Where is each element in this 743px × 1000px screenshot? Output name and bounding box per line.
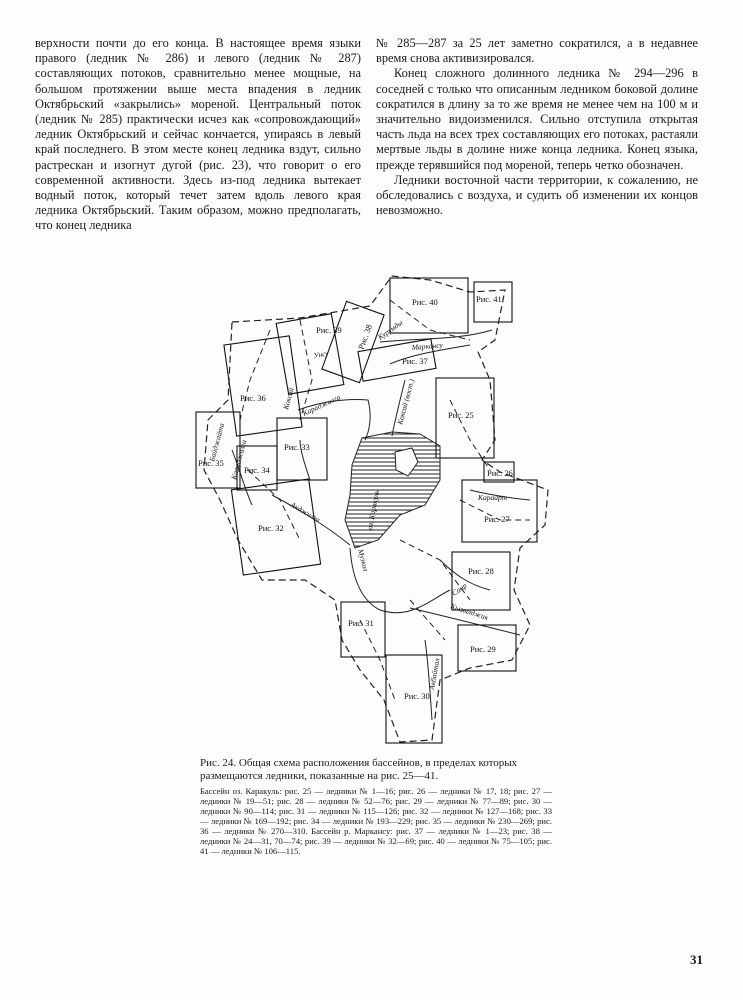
box-label-r27: Рис. 27 (484, 514, 510, 524)
river-label-karadzhilga: Караджилга (301, 392, 342, 418)
box-label-r38: Рис. 38 (355, 322, 375, 351)
page-number: 31 (690, 952, 703, 967)
river-label-koksai: Коксай (281, 386, 296, 411)
box-label-r41: Рис. 41 (476, 294, 502, 304)
box-label-r35: Рис. 35 (198, 458, 224, 468)
right-paragraph-1: № 285—287 за 25 лет заметно сократился, а в недавнее время снова активизировался. (376, 36, 698, 66)
box-label-r29: Рис. 29 (470, 644, 496, 654)
right-paragraph-3: Ледники восточной части территории, к сожалению, не обследовались с воздуха, и судить об изменении их концов невозможно. (376, 172, 698, 218)
river-label-akdzhilga: Акджилга (289, 499, 322, 525)
river-label-unsu: Унсу (312, 348, 330, 360)
river-label-muzkol: Музкол (356, 548, 371, 573)
lake-karakul (345, 432, 440, 548)
figure-caption (200, 757, 552, 856)
river-label-karadzhilga-2: Караджилга (229, 438, 249, 481)
river-label-koksai-vost: Коксай (вост.) (395, 377, 417, 426)
box-label-r28: Рис. 28 (468, 566, 494, 576)
caption-title: Рис. 24. Общая схема расположения бассейнов, в пределах которых размещаются ледники, показанные на рис. 25—41. (200, 757, 518, 782)
box-label-r37: Рис. 37 (402, 356, 428, 366)
river-label-kurumdy: Курумды (375, 318, 405, 342)
box-label-r25: Рис. 25 (448, 410, 474, 420)
box-label-r40: Рис. 40 (412, 297, 438, 307)
box-label-r36: Рис. 36 (240, 393, 266, 403)
box-label-r34: Рис. 34 (244, 465, 270, 475)
river-label-markansu: Маркансу (411, 340, 444, 352)
box-label-r39: Рис. 39 (316, 325, 342, 335)
box-label-r30: Рис. 30 (404, 691, 430, 701)
basin-scheme-figure (170, 265, 590, 755)
left-paragraph-1: верхности почти до его конца. В настоящее время языки правого (ледник № 286) и левого (ледник № 287) составляющих потоков, сравнительно менее мощные, на большом протяжении выше места впадения в ледник Октябрьский «закрылись» мореной. Центральный поток (ледник № 285) практически исчез как «сопровождающий» ледник Октябрьский и сейчас кончается, упираясь в левый край последнего. В этом месте конец ледника вздут, сильно растрескан и изогнут дугой (рис. 23), что говорит о его современной активности. Здесь из-под ледника вытекает водный поток, который течет затем вдоль левого края ледника Октябрьский. Таким образом, можно предполагать, что конец ледника (35, 36, 361, 233)
caption-legend: Бассейн оз. Каракуль: рис. 25 — ледники № 1—16; рис. 26 — ледники № 17, 18; рис. 27 — ледники № 19—51; рис. 28 — ледники № 52—76; рис. 29 — ледники № 77—89; рис. 30 — ледники № 90—114; рис. 31 — ледники № 115—126; рис. 32 — ледники № 127—168; рис. 33 — ледники № 169—192; рис. 34 — ледники № 193—229; рис. 35 — ледники № 230—269; рис. 36 — ледники № 270—310. Бассейн р. Маркансу: рис. 37 — ледники № 1—23; рис. 38 — ледники № 24—31, 70—74; рис. 39 — ледники № 32—69; рис. 40 — ледники № 75—105; рис. 41 — ледники № 106—115. (200, 786, 552, 856)
box-label-r33: Рис. 33 (284, 442, 310, 452)
river-label-saor: Саор (449, 580, 469, 598)
river-label-karaart: Караарт (478, 493, 508, 502)
right-text-column (376, 36, 698, 218)
river-label-kyzyldzhik: Кызылджик (449, 601, 490, 623)
left-text-column (35, 36, 361, 234)
right-paragraph-2: Конец сложного долинного ледника № 294—296 в соседней с только что описанным ледником боковой долине сократился в длину за то же время не менее чем на 100 м и значительно видоизменился. Сильно отступила открытая часть льда на всех трех составляющих его потоках, растаяли мертвые льды в долине ниже конца ледника. Конец языка, прежде терявшийся под мореной, теперь четко обозначен. (376, 66, 698, 172)
box-label-r31: Рис. 31 (348, 618, 374, 628)
river-label-akbaital: Акбайтал (427, 657, 442, 691)
river-label-baidzhaita: Байджайта (207, 422, 227, 463)
box-label-r32: Рис. 32 (258, 523, 284, 533)
lake-label: оз. Каракуль (365, 489, 381, 531)
box-label-r26: Рис. 26 (487, 468, 513, 478)
